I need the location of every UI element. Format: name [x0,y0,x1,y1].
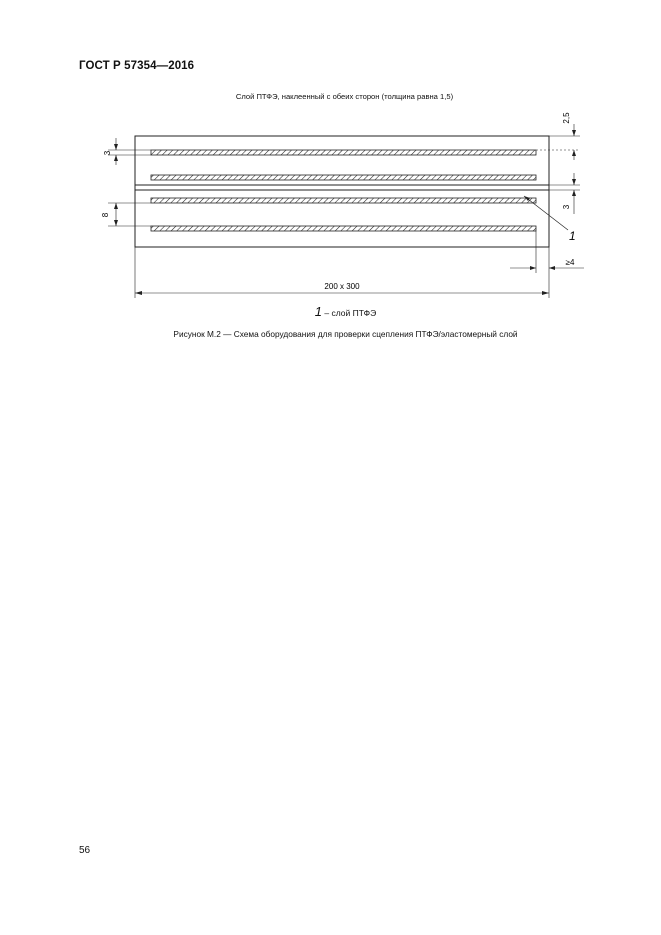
ptfe-strip-3 [151,198,536,203]
page-number: 56 [79,845,91,856]
figure-legend [0,304,661,319]
legend-text: – слой ПТФЭ [322,308,377,318]
dim-label-3-right: 3 [562,204,571,210]
callout-leader [524,196,568,230]
dim-label-3-left: 3 [103,150,112,156]
dim-label-200x300: 200 x 300 [324,282,360,291]
callout-1: 1 [569,229,576,243]
legend-number: 1 [314,304,323,319]
ptfe-strip-1 [151,150,536,155]
ptfe-strip-2 [151,175,536,180]
dim-label-8: 8 [101,212,110,218]
equipment-diagram [0,0,661,300]
figure-caption: Рисунок М.2 — Схема оборудования для проверки сцепления ПТФЭ/эластомерный слой [173,329,518,339]
document-header: ГОСТ Р 57354—2016 [79,60,195,72]
dim-label-ge4: ≥4 [565,258,575,267]
ptfe-strip-4 [151,226,536,231]
dim-label-2-5: 2,5 [562,112,571,124]
drawing-top-caption: Слой ПТФЭ, наклеенный с обеих сторон (толщина равна 1,5) [235,92,454,101]
